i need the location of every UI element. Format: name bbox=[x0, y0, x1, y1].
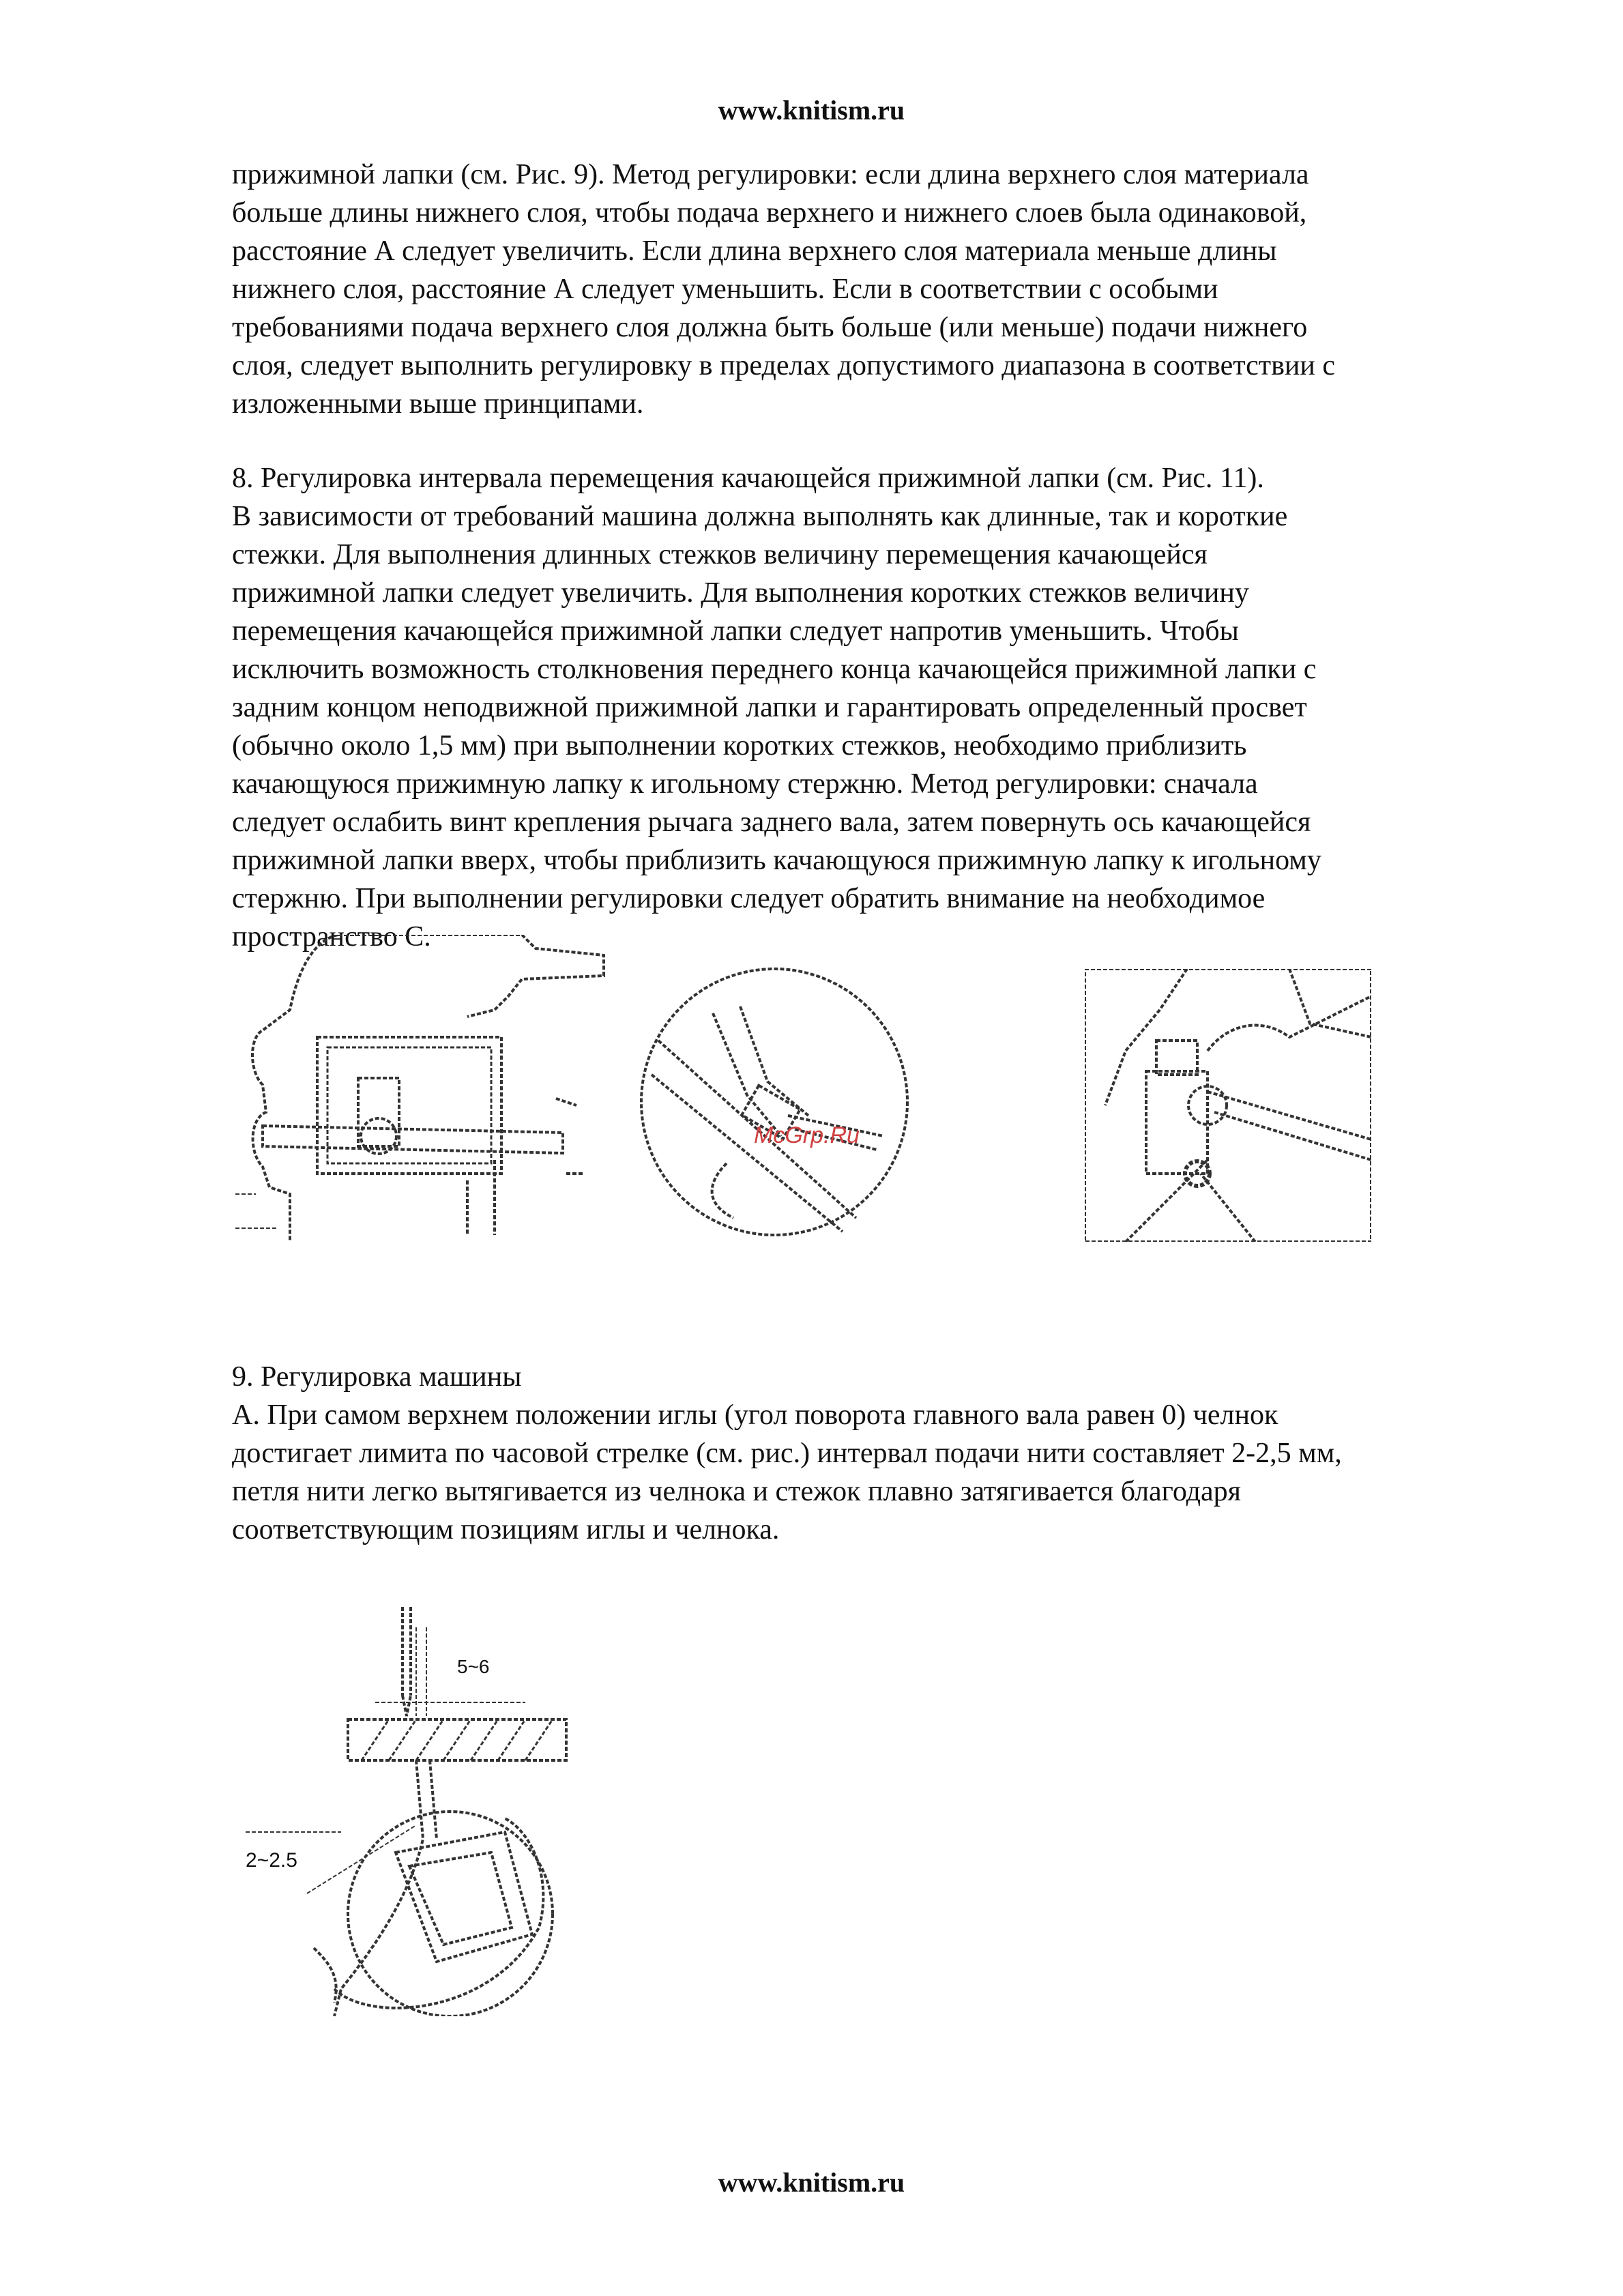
text-line: задним концом неподвижной прижимной лапки и гарантировать определенный просвет bbox=[232, 692, 1307, 723]
watermark-text: McGrp.Ru bbox=[754, 1122, 860, 1148]
text-line: перемещения качающейся прижимной лапки следует напротив уменьшить. Чтобы bbox=[232, 615, 1239, 647]
text-line: прижимной лапки вверх, чтобы приблизить качающуюся прижимную лапку к игольному bbox=[232, 845, 1321, 876]
text-line: стержню. При выполнении регулировки следует обратить внимание на необходимое bbox=[232, 883, 1266, 914]
figure-machine-lever bbox=[235, 935, 617, 1249]
text-line: больше длины нижнего слоя, чтобы подача верхнего и нижнего слоев была одинаковой, bbox=[232, 197, 1307, 229]
text-line: исключить возможность столкновения переднего конца качающейся прижимной лапки с bbox=[232, 654, 1317, 685]
header-site-url[interactable]: www.knitism.ru bbox=[718, 95, 905, 126]
figure-swing-foot-detail bbox=[638, 959, 911, 1245]
text-line: (обычно около 1,5 мм) при выполнении коротких стежков, необходимо приблизить bbox=[232, 730, 1247, 761]
text-line: стежки. Для выполнения длинных стежков величину перемещения качающейся bbox=[232, 539, 1208, 570]
text-line: расстояние А следует увеличить. Если длина верхнего слоя материала меньше длины bbox=[232, 235, 1277, 267]
text-line: А. При самом верхнем положении иглы (угол поворота главного вала равен 0) челнок bbox=[232, 1399, 1278, 1431]
text-line: слоя, следует выполнить регулировку в пределах допустимого диапазона в соответствии с bbox=[232, 350, 1335, 381]
text-line: достигает лимита по часовой стрелке (см. рис.) интервал подачи нити составляет 2-2,5 мм, bbox=[232, 1438, 1342, 1469]
text-line: прижимной лапки (см. Рис. 9). Метод регулировки: если длина верхнего слоя материала bbox=[232, 159, 1309, 190]
text-line: качающуюся прижимную лапку к игольному стержню. Метод регулировки: сначала bbox=[232, 768, 1258, 800]
text-line: нижнего слоя, расстояние А следует уменьшить. Если в соответствии с особыми bbox=[232, 274, 1218, 305]
figure-rear-shaft-screw bbox=[1085, 969, 1371, 1242]
text-line: пространство С. bbox=[232, 921, 431, 953]
text-line: В зависимости от требований машина должна выполнять как длинные, так и короткие bbox=[232, 501, 1288, 532]
section-8-swing-foot-interval bbox=[232, 459, 1528, 956]
dimension-label-left: 2~2.5 bbox=[246, 1849, 297, 1872]
text-line: изложенными выше принципами. bbox=[232, 388, 644, 420]
text-line: петля нити легко вытягивается из челнока и стежок плавно затягивается благодаря bbox=[232, 1476, 1241, 1507]
figure-needle-hook-timing bbox=[232, 1607, 587, 2016]
text-line: прижимной лапки следует увеличить. Для выполнения коротких стежков величину bbox=[232, 577, 1249, 609]
section-heading: 8. Регулировка интервала перемещения качающейся прижимной лапки (см. Рис. 11). bbox=[232, 463, 1264, 494]
section-heading: 9. Регулировка машины bbox=[232, 1361, 522, 1393]
text-line: требованиями подача верхнего слоя должна быть больше (или меньше) подачи нижнего bbox=[232, 312, 1308, 343]
section-9-machine-adjustment bbox=[232, 1358, 1528, 1549]
footer-site-url[interactable]: www.knitism.ru bbox=[718, 2167, 905, 2198]
dimension-label-top: 5~6 bbox=[457, 1656, 490, 1677]
text-line: следует ослабить винт крепления рычага заднего вала, затем повернуть ось качающейся bbox=[232, 806, 1311, 838]
text-line: соответствующим позициям иглы и челнока. bbox=[232, 1514, 780, 1545]
paragraph-presser-foot-adjustment bbox=[232, 156, 1528, 423]
